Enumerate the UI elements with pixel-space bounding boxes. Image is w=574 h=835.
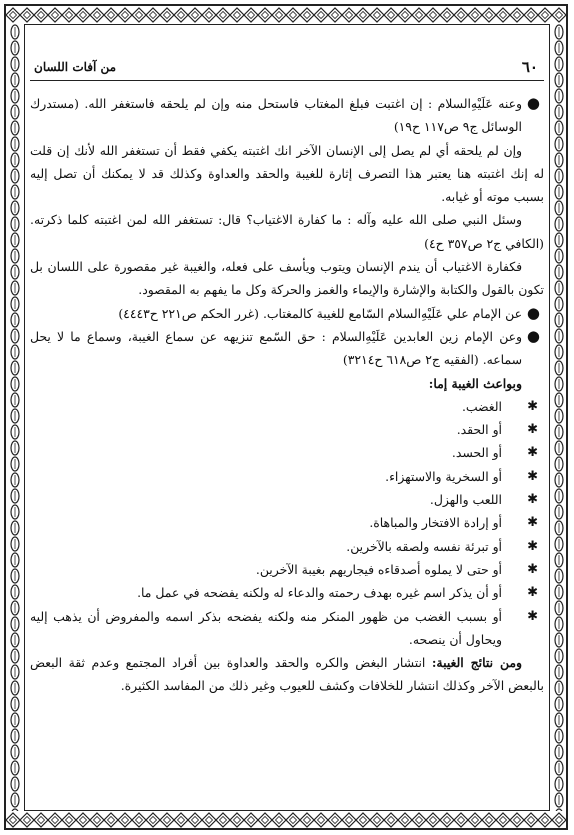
asterisk-icon: ✱: [527, 468, 538, 484]
asterisk-icon: ✱: [527, 561, 538, 577]
results-body: انتشار البغض والكره والحقد والعداوة بين أفراد المجتمع وعدم ثقة البعض بالبعض الآخر وكذلك انتشار للخلافات وكشف للعيوب وغير ذلك من المفاسد الكثيرة.: [30, 655, 544, 694]
asterisk-icon: ✱: [527, 422, 538, 438]
running-header: [30, 56, 544, 81]
list-item: ✱ أو تبرئة نفسه ولصقه بالآخرين.: [30, 535, 544, 558]
paragraph-text: وعنه عَلَيْهِ‌السلام : إن اغتبت فبلغ المغتاب فاستحل منه وإن لم يلحقه فاستغفر الله. (مستدرك الوسائل ج٩ ص١١٧ ح١٩): [30, 96, 522, 135]
asterisk-icon: ✱: [527, 538, 538, 554]
asterisk-icon: ✱: [527, 492, 538, 508]
body-paragraph: وسئل النبي صلى الله عليه وآله : ما كفارة الاغتياب؟ قال: تستغفر الله لمن اغتبته كلما ذكرته. (الكافي ج٢ ص٣٥٧ ح٤): [30, 212, 544, 251]
asterisk-icon: ✱: [527, 585, 538, 601]
page-number: ٦٠: [521, 58, 538, 76]
page-content: [30, 92, 544, 698]
body-paragraph: وإن لم يلحقه أي لم يصل إلى الإنسان الآخر انك اغتبته يكفي فقط أن تستغفر الله لأنك إن قلت له إنك اغتبته هنا يعتبر هذا التصرف إثارة للغيبة والحقد والعداوة وكذلك قد لا يمكنك أن تصل إليه بسبب موته أو غيابه.: [30, 142, 544, 205]
list-item: ✱ أو الحقد.: [30, 418, 544, 441]
list-item: ✱ أو حتى لا يملوه أصدقاءه فيجاريهم بغيبة الآخرين.: [30, 558, 544, 581]
bullet-icon: ●: [526, 303, 540, 322]
list-item: ✱ أو بسبب الغضب من ظهور المنكر منه ولكنه يفضحه بذكر اسمه والمفروض أن يذهب إليه ويحاول أن ينصحه.: [30, 605, 544, 652]
asterisk-icon: ✱: [527, 608, 538, 624]
body-paragraph: فكفارة الاغتياب أن يندم الإنسان ويتوب ويأسف على فعله، والغيبة غير مقصورة على اللسان بل تكون بالقول والكتابة والإشارة والإيماء والغمز والحركة وكل ما يفهم به المقصود.: [30, 259, 544, 298]
asterisk-icon: ✱: [527, 515, 538, 531]
asterisk-icon: ✱: [527, 398, 538, 414]
list-item: ✱ أو السخرية والاستهزاء.: [30, 465, 544, 488]
results-lead: ومن نتائج الغيبة:: [431, 655, 522, 671]
bullet-icon: ●: [526, 326, 540, 345]
hadith-paragraph: [30, 302, 544, 325]
causes-list: [30, 395, 544, 651]
book-title: من آفات اللسان: [34, 60, 117, 74]
paragraph-text: وعن الإمام زين العابدين عَلَيْهِ‌السلام : حق السّمع تنزيهه عن سماع الغيبة، وسماع ما لا يحل سماعه. (الفقيه ج٢ ص٦١٨ ح٣٢١٤): [30, 328, 522, 368]
asterisk-icon: ✱: [527, 445, 538, 461]
list-item: ✱ الغضب.: [30, 395, 544, 418]
bullet-icon: ●: [526, 94, 540, 112]
ornament-border-right: [550, 24, 568, 811]
ornament-border-left: [6, 24, 24, 811]
results-paragraph: [30, 651, 544, 698]
section-heading: وبواعث الغيبة إما:: [428, 375, 522, 391]
list-item: ✱ اللعب والهزل.: [30, 488, 544, 511]
list-item: ✱ أو أن يذكر اسم غيره بهدف رحمته والدعاء له ولكنه يفضحه في عمل ما.: [30, 581, 544, 604]
hadith-paragraph: [30, 92, 544, 139]
ornament-border-bottom: [6, 811, 566, 829]
paragraph-text: عن الإمام علي عَلَيْهِ‌السلام السّامع للغيبة كالمغتاب. (غرر الحكم ص٢٢١ ح٤٤٤٣): [118, 305, 522, 321]
list-item: ✱ أو إرادة الافتخار والمباهاة.: [30, 511, 544, 534]
hadith-paragraph: [30, 325, 544, 372]
page-body: [30, 56, 544, 796]
ornament-border-top: [6, 6, 566, 24]
list-item: ✱ أو الحسد.: [30, 441, 544, 464]
